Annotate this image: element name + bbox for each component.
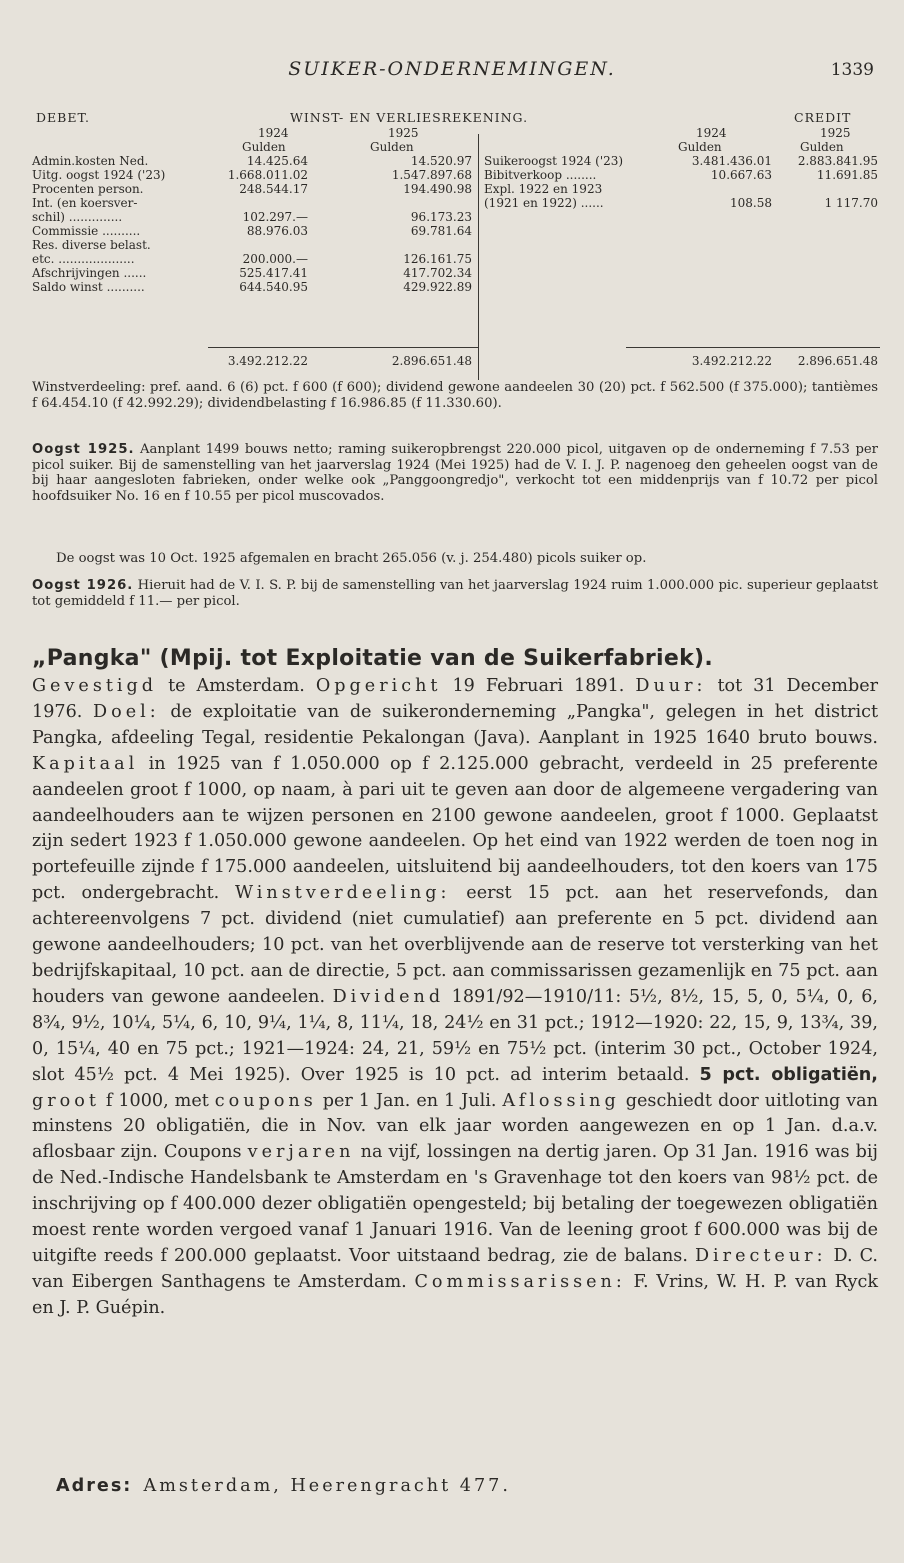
right-unit-1924: Gulden — [678, 140, 722, 154]
debit-item: Commissie .......... — [32, 224, 141, 238]
debit-item: schil) .............. — [32, 210, 123, 224]
ledger-row — [32, 210, 880, 224]
adres-label: Adres: — [56, 1476, 133, 1496]
credit-item: Suikeroogst 1924 ('23) — [484, 154, 624, 168]
debit-1925: 14.520.97 — [410, 154, 472, 168]
commissarissen-label: Commissarissen: — [414, 1271, 626, 1292]
debit-1925: 126.161.75 — [403, 252, 472, 266]
debit-item: Afschrijvingen ...... — [32, 266, 147, 280]
oogst-1925-label: Oogst 1925. — [32, 442, 135, 457]
ledger-row — [32, 154, 880, 168]
oogst-1926-label: Oogst 1926. — [32, 578, 134, 593]
dividend-label: Dividend — [332, 986, 445, 1007]
obligatien-groot: groot — [32, 1090, 100, 1111]
debit-1924: 248.544.17 — [239, 182, 308, 196]
profit-loss-ledger — [32, 106, 880, 378]
ledger-row — [32, 182, 880, 196]
kapitaal-text: in 1925 van f 1.050.000 op f 2.125.000 gebracht, verdeeld in 25 preferente aandeelen groot f 1000, op naam, à pari uit te geven aan door de algemeene vergadering van aandeelhouders aan te wijzen personen en 2100 gewone aandeelen, groot f 1000. Geplaatst zijn sedert 1923 f 1.050.000 gewone aandeelen. Op het eind van 1922 werden de toen nog in portefeuille zijnde f 175.000 aandeelen, uitsluitend bij aandeelhouders, tot den koers van 175 pct. ondergebracht. — [32, 753, 878, 904]
debit-1925: 69.781.64 — [410, 224, 472, 238]
credit-item: (1921 en 1922) ...... — [484, 196, 604, 210]
duur-label: Duur: — [635, 676, 707, 696]
left-total-rule — [208, 347, 478, 348]
debit-item: Int. (en koersver- — [32, 196, 138, 210]
directeur-label: Directeur: — [694, 1245, 827, 1266]
company-description — [32, 674, 878, 1322]
opgericht-text: 19 Februari 1891. — [452, 676, 625, 696]
credit-label: CREDIT — [794, 110, 852, 125]
doel-label: Doel: — [93, 701, 160, 722]
credit-total-1924: 3.492.212.22 — [691, 354, 772, 368]
winstverdeeling-text: eerst 15 pct. aan het reservefonds, dan achtereenvolgens 7 pct. dividend (niet cumulatief) aan preferente en 5 pct. dividend aan gewone aandeelhouders; 10 pct. van het overblijvende aan de reserve tot versterking van het bedrijfskapitaal, 10 pct. aan de directie, 5 pct. aan commissarissen gezamenlijk en 75 pct. aan houders van gewone aandeelen. — [32, 883, 878, 1007]
oogst-1925-afgemalen: De oogst was 10 Oct. 1925 afgemalen en bracht 265.056 (v. j. 254.480) picols suiker op. — [56, 551, 647, 566]
ledger-row — [32, 168, 880, 182]
debit-item: Uitg. oogst 1924 ('23) — [32, 168, 166, 182]
credit-item: Bibitverkoop ........ — [484, 168, 597, 182]
debit-item: Admin.kosten Ned. — [32, 154, 149, 168]
ledger-totals — [32, 354, 880, 368]
obligatien-label: 5 pct. obligatiën, — [699, 1064, 878, 1085]
debet-label: DEBET. — [36, 110, 90, 125]
debit-1924: 14.425.64 — [246, 154, 308, 168]
right-year-1925: 1925 — [820, 126, 851, 140]
ledger-row — [32, 196, 880, 210]
aflossing-label: Aflossing — [502, 1090, 620, 1111]
debit-1924: 644.540.95 — [239, 280, 308, 294]
obligatien-text-3: geschiedt door uitloting van minstens 20 obligatiën, die in Nov. van elk jaar worden aangewezen en op 1 Jan. d.a.v. aflosbaar zijn. Coupons — [32, 1090, 879, 1163]
ledger-title: WINST- EN VERLIESREKENING. — [290, 110, 529, 125]
running-title: SUIKER-ONDERNEMINGEN. — [288, 58, 616, 80]
ledger-row — [32, 266, 880, 280]
credit-1925: 11.691.85 — [816, 168, 878, 182]
oogst-1925-text: Aanplant 1499 bouws netto; raming suikeropbrengst 220.000 picol, uitgaven op de onderneming f 7.53 per picol suiker. Bij de samenstelling van het jaarverslag 1924 (Mei 1925) had de V. I. J. P. nagenoeg den geheelen oogst van de bij haar aangesloten fabrieken, onder welke ook „Panggoongredjo", verkocht tot een middenprijs van f 10.72 per picol hoofdsuiker No. 16 en f 10.55 per picol muscovados. — [32, 442, 878, 504]
credit-total-1925: 2.896.651.48 — [797, 354, 878, 368]
oogst-1926-paragraph — [32, 578, 878, 609]
credit-1925: 2.883.841.95 — [797, 154, 878, 168]
adres-text: Amsterdam, Heerengracht 477. — [143, 1476, 511, 1496]
oogst-1926-text: Hieruit had de V. I. S. P. bij de samenstelling van het jaarverslag 1924 ruim 1.000.000 pic. superieur geplaatst tot gemiddeld f 11.— per picol. — [32, 578, 878, 609]
credit-1925: 1 117.70 — [824, 196, 878, 210]
winstverdeeling-label: Winstverdeeling: — [235, 883, 451, 904]
credit-item: Expl. 1922 en 1923 — [484, 182, 603, 196]
debit-item: Saldo winst .......... — [32, 280, 145, 294]
kapitaal-label: Kapitaal — [32, 753, 139, 774]
debit-1924: 525.417.41 — [239, 266, 308, 280]
ledger-row — [32, 224, 880, 238]
doel-text: de exploitatie van de suikeronderneming „Pangka", gelegen in het district Pangka, afdeeling Tegal, residentie Pekalongan (Java). Aanplant in 1925 1640 bruto bouws. — [32, 701, 879, 748]
right-year-1924: 1924 — [696, 126, 727, 140]
left-unit-1925: Gulden — [370, 140, 414, 154]
credit-1924: 108.58 — [730, 196, 772, 210]
directeur-text: D. C. van Eibergen Santhagens te Amsterdam. — [32, 1245, 879, 1292]
running-head — [0, 56, 904, 86]
ledger-row — [32, 280, 880, 294]
debit-1924: 88.976.03 — [246, 224, 308, 238]
right-total-rule — [626, 347, 880, 348]
left-year-1924: 1924 — [258, 126, 289, 140]
debit-1925: 417.702.34 — [403, 266, 472, 280]
debit-total-1925: 2.896.651.48 — [391, 354, 472, 368]
obligatien-text-4: na vijf, lossingen na dertig jaren. Op 31 Jan. 1916 was bij de Ned.-Indische Handelsbank te Amsterdam en 's Gravenhage tot den koers van 98½ pct. de inschrijving op f 400.000 dezer obligatiën opengesteld; bij betaling der toegewezen obligatiën moest rente worden vergoed vanaf 1 Januari 1916. Van de leening groot f 600.000 was bij de uitgifte reeds f 200.000 geplaatst. Voor uitstaand bedrag, zie de balans. — [32, 1142, 878, 1266]
debit-1925: 429.922.89 — [403, 280, 472, 294]
right-unit-1925: Gulden — [800, 140, 844, 154]
debit-1925: 96.173.23 — [410, 210, 472, 224]
debit-1925: 1.547.897.68 — [391, 168, 472, 182]
debit-item: Res. diverse belast. — [32, 238, 151, 252]
gevestigd-text: te Amsterdam. — [168, 676, 305, 696]
debit-1924: 1.668.011.02 — [227, 168, 308, 182]
credit-1924: 3.481.436.01 — [691, 154, 772, 168]
winstverdeeling-paragraph: Winstverdeeling: pref. aand. 6 (6) pct. f 600 (f 600); dividend gewone aandeelen 30 (20) pct. f 562.500 (f 375.000); tantièmes f 64.454.10 (f 42.992.29); dividendbelasting f 16.986.85 (f 11.330.60). — [32, 380, 878, 411]
gevestigd-label: Gevestigd — [32, 676, 158, 696]
left-year-1925: 1925 — [388, 126, 419, 140]
debit-item: etc. .................... — [32, 252, 135, 266]
left-unit-1924: Gulden — [242, 140, 286, 154]
duur-text: tot 31 December 1976. — [32, 676, 879, 722]
debit-1924: 102.297.— — [242, 210, 308, 224]
commissarissen-text: F. Vrins, W. H. P. van Ryck en J. P. Guépin. — [32, 1271, 879, 1318]
obligatien-text-1: f 1000, met — [105, 1090, 209, 1111]
debit-1924: 200.000.— — [242, 252, 308, 266]
address-line — [56, 1476, 876, 1496]
coupons-label: coupons — [214, 1090, 317, 1111]
credit-1924: 10.667.63 — [710, 168, 772, 182]
opgericht-label: Opgericht — [315, 676, 442, 696]
ledger-row — [32, 252, 880, 266]
page-number: 1339 — [830, 60, 874, 80]
debit-item: Procenten person. — [32, 182, 144, 196]
debit-1925: 194.490.98 — [403, 182, 472, 196]
dividend-text: 1891/92—1910/11: 5½, 8½, 15, 5, 0, 5¼, 0, 6, 8¾, 9½, 10¼, 5¼, 6, 10, 9¼, 1¼, 8, 11¼, 18, 24½ en 31 pct.; 1912—1920: 22, 15, 9, 13¾, 39, 0, 15¼, 40 en 75 pct.; 1921—1924: 24, 21, 59½ en 75½ pct. (interim 30 pct., October 1924, slot 45½ pct. 4 Mei 1925). Over 1925 is 10 pct. ad interim betaald. — [32, 986, 878, 1085]
ledger-row — [32, 238, 880, 252]
verjaren-label: verjaren — [247, 1142, 355, 1163]
debit-total-1924: 3.492.212.22 — [227, 354, 308, 368]
obligatien-text-2: per 1 Jan. en 1 Juli. — [322, 1090, 497, 1111]
oogst-1925-paragraph — [32, 442, 878, 504]
company-title: „Pangka" (Mpij. tot Exploitatie van de Suikerfabriek). — [32, 646, 714, 671]
